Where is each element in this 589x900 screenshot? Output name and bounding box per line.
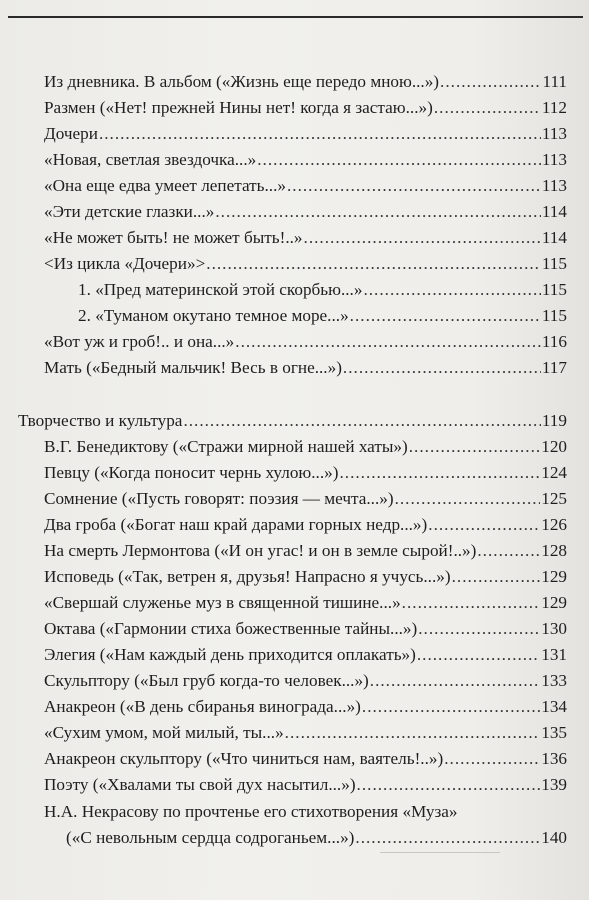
dot-leader — [287, 174, 541, 198]
toc-entry-page: 126 — [541, 515, 567, 534]
toc-entry — [44, 200, 567, 224]
toc-entry-title: 2. «Туманом окутано темное море...» — [78, 306, 349, 325]
dot-leader — [355, 826, 540, 850]
toc-entry — [44, 226, 567, 250]
toc-entry-title: Исповедь («Так, ветрен я, друзья! Напрасно я учусь...») — [44, 567, 451, 586]
toc-entry-page: 129 — [541, 593, 567, 612]
toc-entry — [44, 96, 567, 120]
toc-entry-title: На смерть Лермонтова («И он угас! и он в земле сырой!..») — [44, 541, 477, 560]
toc-entry-title: <Из цикла «Дочери»> — [44, 254, 206, 273]
toc-entry-title: В.Г. Бенедиктову («Стражи мирной нашей хаты») — [44, 437, 408, 456]
toc-entry — [44, 643, 567, 667]
toc-entry-page: 113 — [541, 176, 567, 195]
toc-entry-title: Анакреон скульптору («Что чиниться нам, ваятель!..») — [44, 749, 444, 768]
dot-leader — [452, 565, 541, 589]
toc-entry — [44, 773, 567, 797]
dot-leader — [339, 461, 540, 485]
dot-leader — [183, 409, 540, 433]
toc-entry — [44, 487, 567, 511]
toc-entry-page: 128 — [541, 541, 567, 560]
toc-entry-page: 129 — [541, 567, 567, 586]
toc-entry-title: Мать («Бедный мальчик! Весь в огне...») — [44, 358, 342, 377]
dot-leader — [343, 356, 541, 380]
toc-entry-page: 120 — [541, 437, 567, 456]
toc-entry — [44, 617, 567, 641]
toc-entry-title: «Вот уж и гроб!.. и она...» — [44, 332, 235, 351]
toc-entry-page: 130 — [541, 619, 567, 638]
toc-entry-page: 136 — [541, 749, 567, 768]
header-rule — [8, 16, 583, 18]
toc-entry-title: Поэту («Хвалами ты свой дух насытил...») — [44, 775, 356, 794]
toc-entry — [44, 539, 567, 563]
dot-leader — [357, 773, 541, 797]
toc-section-heading — [18, 409, 567, 433]
section-heading-page: 119 — [541, 411, 567, 430]
toc-entry-page: 116 — [541, 332, 567, 351]
dot-leader — [440, 70, 541, 94]
toc-entry-page: 139 — [541, 775, 567, 794]
toc-entry-page: 117 — [541, 358, 567, 377]
toc-entry-title: «Свершай служенье муз в священной тишине...» — [44, 593, 401, 612]
toc-entry-page: 113 — [541, 124, 567, 143]
toc-entry-title: «Сухим умом, мой милый, ты...» — [44, 723, 284, 742]
dot-leader — [285, 721, 541, 745]
dot-leader — [434, 96, 541, 120]
toc-entry-title: Октава («Гармонии стиха божественные тайны...») — [44, 619, 418, 638]
dot-leader — [444, 747, 540, 771]
dot-leader — [362, 695, 540, 719]
toc-entry-title: Дочери — [44, 124, 98, 143]
toc-entry-title: Элегия («Нам каждый день приходится оплакать») — [44, 645, 416, 664]
toc-entry-page: 111 — [542, 72, 567, 91]
toc-entry — [44, 330, 567, 354]
dot-leader — [206, 252, 541, 276]
toc-entry-title: 1. «Пред материнской этой скорбью...» — [78, 280, 363, 299]
toc-entry — [66, 826, 567, 850]
toc-entry-title: Два гроба («Богат наш край дарами горных недр...») — [44, 515, 428, 534]
toc-entry-title: «Новая, светлая звездочка...» — [44, 150, 257, 169]
toc-entry-title: Сомнение («Пусть говорят: поэзия — мечта...») — [44, 489, 394, 508]
dot-leader — [395, 487, 541, 511]
toc-entry — [44, 513, 567, 537]
toc-entry — [44, 122, 567, 146]
toc-entry-page: 114 — [541, 228, 567, 247]
toc-entry-page: 115 — [541, 280, 567, 299]
dot-leader — [417, 643, 540, 667]
toc-entry — [44, 565, 567, 589]
dot-leader — [428, 513, 540, 537]
toc-entry — [44, 148, 567, 172]
toc-entry-page: 124 — [541, 463, 567, 482]
toc-entry-page: 113 — [541, 150, 567, 169]
toc-entry — [44, 70, 567, 94]
toc-entry-title: «Эти детские глазки...» — [44, 202, 215, 221]
toc-entry-title: Анакреон («В день сбиранья винограда...») — [44, 697, 361, 716]
toc-entry-title-line1: Н.А. Некрасову по прочтенье его стихотворения «Муза» — [44, 802, 458, 821]
toc-subentry — [78, 278, 567, 302]
toc-entry-title: Скульптору («Был груб когда-то человек...») — [44, 671, 369, 690]
toc-entry-page: 112 — [541, 98, 567, 117]
dot-leader — [257, 148, 541, 172]
toc-entry-page: 135 — [541, 723, 567, 742]
toc-entry-page: 140 — [541, 828, 567, 847]
toc-entry-page: 125 — [541, 489, 567, 508]
toc-entry-title: «Не может быть! не может быть!..» — [44, 228, 303, 247]
section-heading-title: Творчество и культура — [18, 411, 183, 430]
toc-entry-page: 115 — [541, 254, 567, 273]
dot-leader — [418, 617, 540, 641]
toc-entry-page: 115 — [541, 306, 567, 325]
toc-entry-title: Певцу («Когда поносит чернь хулою...») — [44, 463, 339, 482]
dot-leader — [477, 539, 540, 563]
toc-entry-page: 133 — [541, 671, 567, 690]
toc-entry-title: Из дневника. В альбом («Жизнь еще передо мною...») — [44, 72, 440, 91]
toc-entry-page: 131 — [541, 645, 567, 664]
toc-entry — [44, 461, 567, 485]
dot-leader — [350, 304, 541, 328]
toc-entry-title: Размен («Нет! прежней Нины нет! когда я застаю...») — [44, 98, 433, 117]
toc-entry-title-line2: («С невольным сердца содроганьем...») — [66, 828, 355, 847]
dot-leader — [99, 122, 541, 146]
dot-leader — [235, 330, 541, 354]
toc-entry — [44, 356, 567, 380]
toc-entry-page: 134 — [541, 697, 567, 716]
toc-entry — [44, 695, 567, 719]
bottom-mark — [380, 852, 500, 853]
toc-entry — [44, 721, 567, 745]
toc-entry — [44, 174, 567, 198]
toc-entry — [44, 435, 567, 459]
toc-entry-page: 114 — [541, 202, 567, 221]
toc-entry — [44, 591, 567, 615]
toc-entry — [44, 252, 567, 276]
toc-entry-title: «Она еще едва умеет лепетать...» — [44, 176, 286, 195]
dot-leader — [370, 669, 540, 693]
dot-leader — [409, 435, 540, 459]
dot-leader — [402, 591, 541, 615]
dot-leader — [215, 200, 540, 224]
dot-leader — [304, 226, 541, 250]
dot-leader — [363, 278, 540, 302]
toc-entry — [44, 669, 567, 693]
toc-subentry — [78, 304, 567, 328]
toc-entry — [44, 747, 567, 771]
